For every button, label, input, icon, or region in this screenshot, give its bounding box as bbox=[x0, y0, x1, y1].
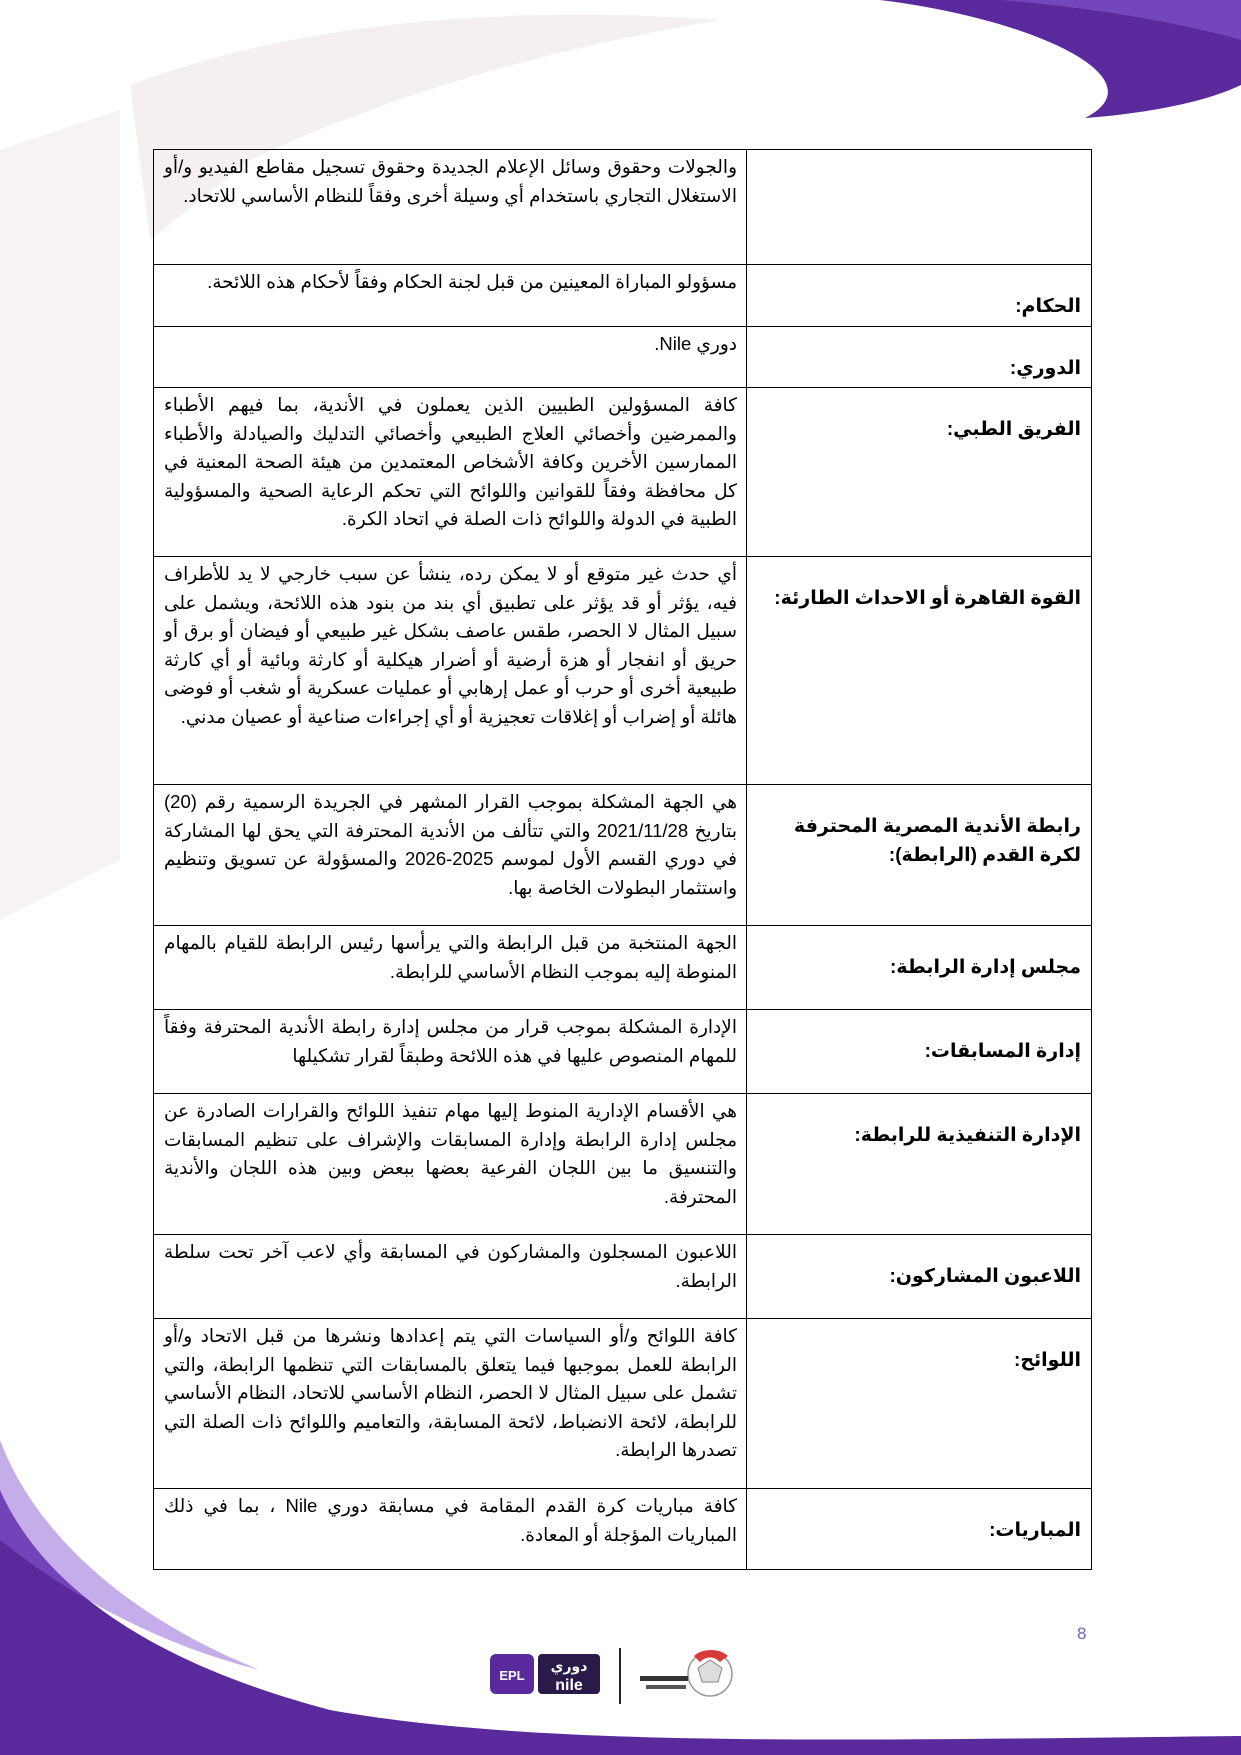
efa-club-association-logo bbox=[640, 1650, 732, 1696]
definition-text: الإدارة المشكلة بموجب قرار من مجلس إدارة رابطة الأندية المحترفة وفقاً للمهام المنصوص عليها في هذه اللائحة وطبقاً لقرار تشكيلها bbox=[154, 1010, 747, 1094]
definition-text: الجهة المنتخبة من قبل الرابطة والتي يرأسها رئيس الرابطة للقيام بالمهام المنوطة إليه بموجب النظام الأساسي للرابطة. bbox=[154, 926, 747, 1010]
table-row bbox=[154, 1235, 1092, 1319]
definition-term: الدوري: bbox=[747, 326, 1092, 388]
nile-league-logo bbox=[490, 1654, 600, 1694]
footer-logos bbox=[480, 1640, 760, 1720]
definition-text: اللاعبون المسجلون والمشاركون في المسابقة وأي لاعب آخر تحت سلطة الرابطة. bbox=[154, 1235, 747, 1319]
definition-term: الحكام: bbox=[747, 265, 1092, 327]
definition-term: الإدارة التنفيذية للرابطة: bbox=[747, 1094, 1092, 1235]
definitions-table bbox=[153, 149, 1092, 1570]
definition-text: هي الجهة المشكلة بموجب القرار المشهر في الجريدة الرسمية رقم (20) بتاريخ 2021/11/28 والتي تتألف من الأندية المحترفة التي يحق لها المشاركة في دوري القسم الأول لموسم 2025-2026 والمسؤولة عن تسويق وتنظيم واستثمار البطولات الخاصة بها. bbox=[154, 785, 747, 926]
table-row bbox=[154, 785, 1092, 926]
table-row bbox=[154, 1489, 1092, 1570]
league-badge: EPL bbox=[499, 1668, 525, 1683]
definition-text: مسؤولو المباراة المعينين من قبل لجنة الحكام وفقاً لأحكام هذه اللائحة. bbox=[154, 265, 747, 327]
table-row bbox=[154, 926, 1092, 1010]
league-logo-latin: nile bbox=[555, 1677, 583, 1694]
page-number: 8 bbox=[1077, 1624, 1087, 1643]
definition-text: دوري Nile. bbox=[154, 326, 747, 388]
table-row bbox=[154, 557, 1092, 785]
definition-term: المباريات: bbox=[747, 1489, 1092, 1570]
definition-term: إدارة المسابقات: bbox=[747, 1010, 1092, 1094]
definition-text: هي الأقسام الإدارية المنوط إليها مهام تنفيذ اللوائح والقرارات الصادرة عن مجلس إدارة الرابطة وإدارة المسابقات والإشراف على تنظيم المسابقات والتنسيق ما بين اللجان الفرعية بعضها ببعض وبين هذه اللجان والأندية المحترفة. bbox=[154, 1094, 747, 1235]
table-row bbox=[154, 1010, 1092, 1094]
table-row bbox=[154, 1319, 1092, 1489]
league-logo-arabic: دوري bbox=[550, 1659, 588, 1675]
table-row bbox=[154, 388, 1092, 557]
association-wordmark bbox=[640, 1676, 688, 1681]
table-row bbox=[154, 326, 1092, 388]
table-row bbox=[154, 265, 1092, 327]
definition-text: كافة اللوائح و/أو السياسات التي يتم إعدادها ونشرها من قبل الاتحاد و/أو الرابطة للعمل بموجبها فيما يتعلق بالمسابقات التي تنظمها الرابطة، والتي تشمل على سبيل المثال لا الحصر، النظام الأساسي للاتحاد، النظام الأساسي للرابطة، لائحة الانضباط، لائحة المسابقة، والتعاميم واللوائح ذات الصلة التي تصدرها الرابطة. bbox=[154, 1319, 747, 1489]
watermark-shape-left bbox=[0, 110, 120, 920]
definition-term: اللوائح: bbox=[747, 1319, 1092, 1489]
definition-term: القوة القاهرة أو الاحداث الطارئة: bbox=[747, 557, 1092, 785]
definition-term: رابطة الأندية المصرية المحترفة لكرة القدم (الرابطة): bbox=[747, 785, 1092, 926]
definition-term: الفريق الطبي: bbox=[747, 388, 1092, 557]
definition-text: كافة مباريات كرة القدم المقامة في مسابقة دوري Nile ، بما في ذلك المباريات المؤجلة أو المعادة. bbox=[154, 1489, 747, 1570]
definition-term bbox=[747, 150, 1092, 265]
table-row bbox=[154, 150, 1092, 265]
definition-text: والجولات وحقوق وسائل الإعلام الجديدة وحقوق تسجيل مقاطع الفيديو و/أو الاستغلال التجاري باستخدام أي وسيلة أخرى وفقاً للنظام الأساسي للاتحاد. bbox=[154, 150, 747, 265]
definition-term: مجلس إدارة الرابطة: bbox=[747, 926, 1092, 1010]
definition-text: كافة المسؤولين الطبيين الذين يعملون في الأندية، بما فيهم الأطباء والممرضين وأخصائي العلاج الطبيعي وأخصائي التدليك والصيادلة والأطباء الممارسين الأخرين وكافة الأشخاص المعتمدين من هيئة الصحة المعنية في كل محافظة وفقاً للقوانين واللوائح التي تحكم الرعاية الصحية والمسؤولية الطبية في الدولة واللوائح ذات الصلة في اتحاد الكرة. bbox=[154, 388, 747, 557]
table-row bbox=[154, 1094, 1092, 1235]
definition-term: اللاعبون المشاركون: bbox=[747, 1235, 1092, 1319]
definition-text: أي حدث غير متوقع أو لا يمكن رده، ينشأ عن سبب خارجي لا يد للأطراف فيه، يؤثر أو قد يؤثر على تطبيق أي بند من بنود هذه اللائحة، ويشمل على سبيل المثال لا الحصر، طقس عاصف بشكل غير طبيعي أو فيضان أو برق أو حريق أو انفجار أو هزة أرضية أو أضرار هيكلية أو كارثة وبائية أو أي كارثة طبيعية أخرى أو حرب أو عمل إرهابي أو عمليات عسكرية أو شغب أو فوضى هائلة أو إضراب أو إغلاقات تعجيزية أو أي إجراءات صناعية أو عصيان مدني. bbox=[154, 557, 747, 785]
